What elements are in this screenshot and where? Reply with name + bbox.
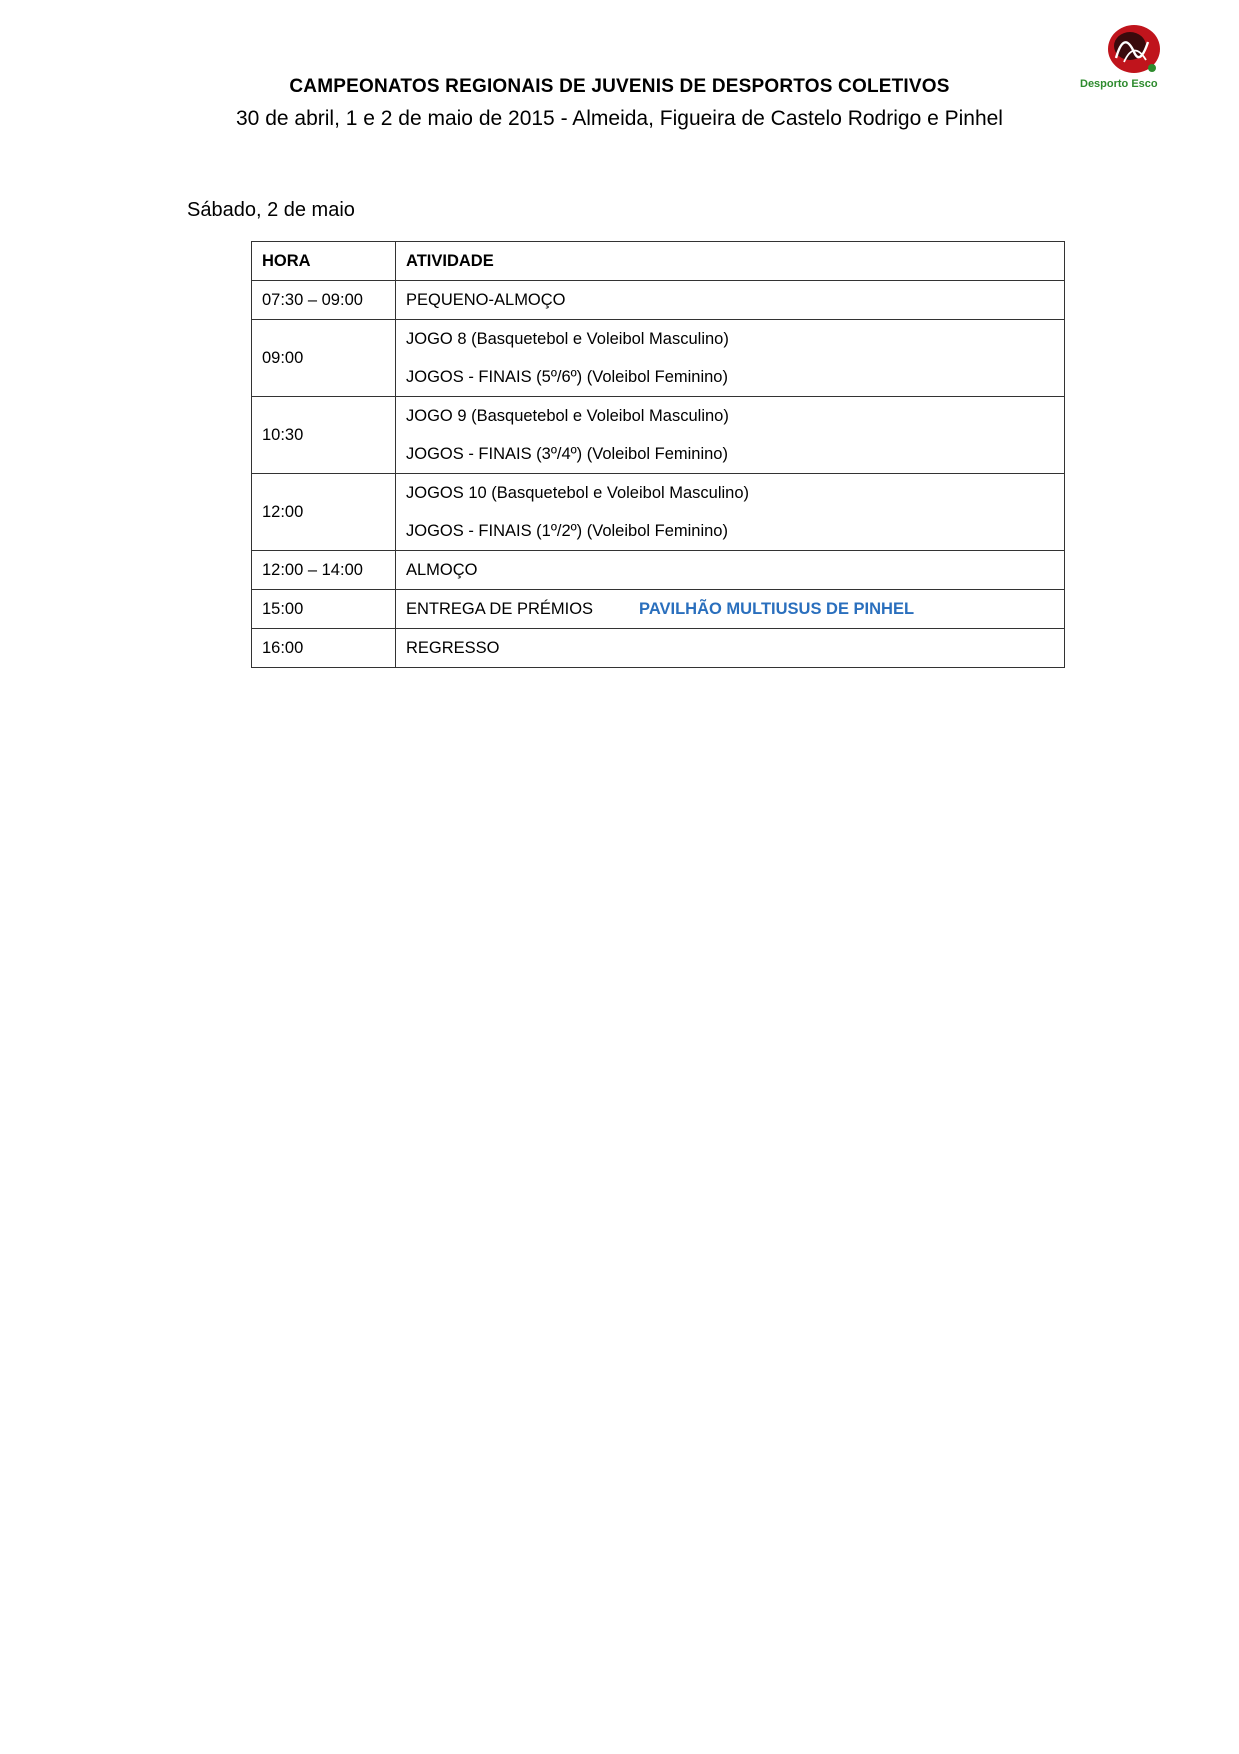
activity-cell xyxy=(396,590,1065,629)
time-cell: 12:00 – 14:00 xyxy=(252,551,396,590)
activity-cell: REGRESSO xyxy=(396,629,1065,668)
activity-line: JOGOS - FINAIS (3º/4º) (Voleibol Feminino) xyxy=(406,445,728,463)
table-row xyxy=(252,281,1065,320)
time-cell: 09:00 xyxy=(252,320,396,397)
venue-label: PAVILHÃO MULTIUSUS DE PINHEL xyxy=(639,599,915,618)
activity-cell: PEQUENO-ALMOÇO xyxy=(396,281,1065,320)
activity-line: JOGO 9 (Basquetebol e Voleibol Masculino) xyxy=(406,407,729,425)
day-heading: Sábado, 2 de maio xyxy=(187,199,355,221)
document-title: CAMPEONATOS REGIONAIS DE JUVENIS DE DESPORTOS COLETIVOS xyxy=(289,76,950,97)
time-cell: 10:30 xyxy=(252,397,396,474)
logo-text: Desporto Esco xyxy=(1080,78,1158,90)
activity-cell: ALMOÇO xyxy=(396,551,1065,590)
activity-line: JOGO 8 (Basquetebol e Voleibol Masculino) xyxy=(406,330,729,348)
activity-line: JOGOS - FINAIS (5º/6º) (Voleibol Feminino) xyxy=(406,368,728,386)
activity-text: ENTREGA DE PRÉMIOS xyxy=(406,599,594,618)
activity-cell xyxy=(396,397,1065,474)
table-header-row xyxy=(252,242,1065,281)
table-row xyxy=(252,474,1065,551)
header-activity: ATIVIDADE xyxy=(396,242,1065,281)
table-row xyxy=(252,397,1065,474)
activity-cell xyxy=(396,474,1065,551)
activity-cell xyxy=(396,320,1065,397)
table-row xyxy=(252,590,1065,629)
document-subtitle: 30 de abril, 1 e 2 de maio de 2015 - Almeida, Figueira de Castelo Rodrigo e Pinhel xyxy=(236,107,1003,130)
time-cell: 12:00 xyxy=(252,474,396,551)
schedule-table xyxy=(251,241,1065,668)
table-row xyxy=(252,551,1065,590)
table-row xyxy=(252,629,1065,668)
activity-line: JOGOS - FINAIS (1º/2º) (Voleibol Feminino) xyxy=(406,522,728,540)
time-cell: 07:30 – 09:00 xyxy=(252,281,396,320)
table-row xyxy=(252,320,1065,397)
logo-emblem-icon xyxy=(1106,22,1162,80)
time-cell: 15:00 xyxy=(252,590,396,629)
activity-line: JOGOS 10 (Basquetebol e Voleibol Masculino) xyxy=(406,484,750,502)
time-cell: 16:00 xyxy=(252,629,396,668)
header-time: HORA xyxy=(252,242,396,281)
